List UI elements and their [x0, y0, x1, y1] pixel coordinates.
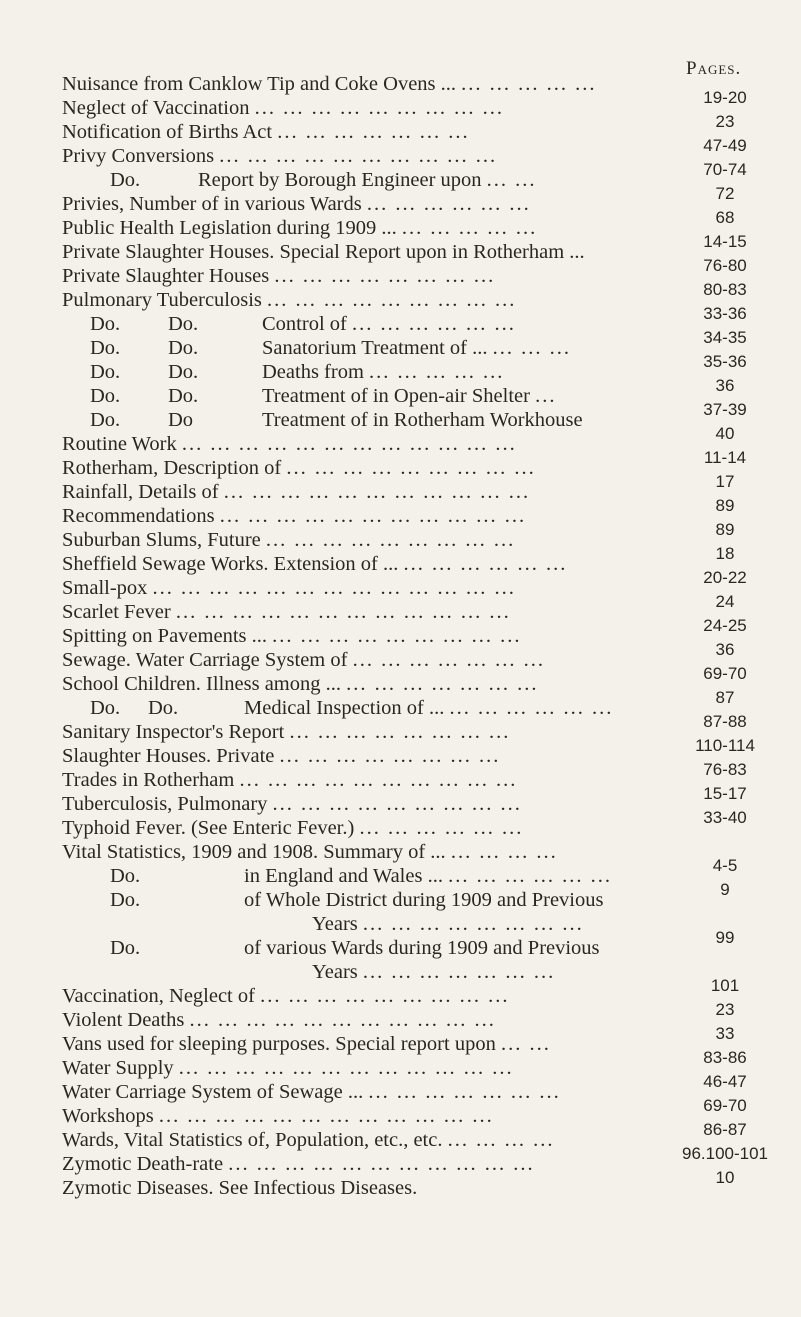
page-reference: 76-80 [703, 256, 747, 275]
page-reference: 9 [720, 880, 730, 899]
entry-text: Typhoid Fever. (See Enteric Fever.) [62, 817, 355, 839]
index-entry [0, 888, 801, 912]
dot-leader: ... [535, 385, 557, 407]
entry-text: Rainfall, Details of [62, 481, 219, 503]
dot-leader: ... ... ... ... ... ... ... ... [362, 913, 584, 935]
page-reference: 89 [715, 496, 735, 515]
pages-column-header: Pages. [686, 58, 742, 79]
entry-text: Suburban Slums, Future [62, 529, 261, 551]
entry-title [62, 1080, 561, 1104]
entry-text: Public Health Legislation during 1909 ... [62, 217, 397, 239]
ditto-mark: Do. [168, 313, 199, 335]
entry-text: Water Supply [62, 1057, 174, 1079]
page-reference: 18 [715, 544, 735, 563]
entry-text: Treatment of in Open-air Shelter [262, 385, 530, 407]
ditto-mark: Do. [90, 697, 121, 719]
entry-title [62, 216, 537, 240]
page-reference: 36 [715, 640, 735, 659]
entry-text: Workshops [62, 1105, 154, 1127]
page-reference: 23 [715, 112, 735, 131]
entry-text: Scarlet Fever [62, 601, 171, 623]
ditto-mark: Do. [90, 313, 121, 335]
page-reference: 46-47 [703, 1072, 747, 1091]
dot-leader: ... ... ... ... ... ... ... [368, 1081, 561, 1103]
ditto-mark: Do. [90, 361, 121, 383]
dot-leader: ... ... ... ... ... ... [403, 553, 568, 575]
entry-title [62, 192, 531, 216]
page-reference: 69-70 [703, 1096, 747, 1115]
entry-title [62, 816, 523, 840]
page-reference: 68 [715, 208, 735, 227]
dot-leader: ... ... ... ... ... ... ... ... ... [272, 625, 522, 647]
ditto-mark: Do. [90, 385, 121, 407]
entry-title [262, 360, 504, 384]
dot-leader: ... ... ... ... ... ... ... ... ... ... ... [223, 481, 531, 503]
dot-leader: ... ... ... ... ... ... ... ... ... ... ... ... [158, 1105, 494, 1127]
entry-title [62, 984, 509, 1008]
page-reference: 4-5 [712, 856, 738, 875]
entry-title [62, 456, 536, 480]
dot-leader: ... ... ... ... ... ... ... ... ... ... ... ... [175, 601, 511, 623]
entry-title [62, 1104, 494, 1128]
page-reference: 89 [715, 520, 735, 539]
dot-leader: ... ... ... ... ... ... ... ... ... [272, 793, 522, 815]
entry-text: Zymotic Death-rate [62, 1153, 224, 1175]
dot-leader: ... ... ... ... ... ... ... ... [274, 265, 496, 287]
entry-title [62, 576, 516, 600]
entry-text: Water Carriage System of Sewage ... [62, 1081, 364, 1103]
entry-text: Deaths from [262, 361, 364, 383]
entry-title [262, 312, 516, 336]
entry-title [62, 648, 545, 672]
ditto-mark: Do. [168, 337, 199, 359]
page-reference: 19-20 [703, 88, 747, 107]
entry-title [312, 960, 555, 984]
entry-title [62, 504, 526, 528]
entry-title [62, 1032, 551, 1056]
entry-text: Pulmonary Tuberculosis [62, 289, 262, 311]
ditto-mark: Do. [168, 361, 199, 383]
page-reference: 72 [715, 184, 735, 203]
dot-leader: ... ... ... ... ... ... ... ... ... [267, 289, 517, 311]
dot-leader: ... ... ... ... ... ... ... ... ... [254, 97, 504, 119]
page-reference: 83-86 [703, 1048, 747, 1067]
entry-text: Nuisance from Canklow Tip and Coke Ovens ... [62, 73, 457, 95]
entry-title [62, 72, 597, 96]
entry-title [244, 864, 612, 888]
entry-text: Years [312, 961, 358, 983]
entry-text: Slaughter Houses. Private [62, 745, 275, 767]
entry-title [62, 480, 530, 504]
page-reference: 37-39 [703, 400, 747, 419]
page-reference: 11-14 [703, 448, 747, 467]
entry-text: Vans used for sleeping purposes. Special report upon [62, 1033, 496, 1055]
entry-text: Vital Statistics, 1909 and 1908. Summary of ... [62, 841, 446, 863]
entry-title [198, 168, 537, 192]
dot-leader: ... ... ... ... ... ... [366, 193, 531, 215]
dot-leader: ... ... ... ... ... ... ... ... ... [260, 985, 510, 1007]
entry-title [262, 384, 556, 408]
page-reference: 99 [715, 928, 735, 947]
entry-title [312, 912, 584, 936]
entry-title [262, 408, 583, 432]
entry-text: Trades in Rotherham [62, 769, 235, 791]
entry-text: Routine Work [62, 433, 177, 455]
page-reference: 87 [715, 688, 735, 707]
entry-title [62, 144, 497, 168]
ditto-mark: Do. [110, 865, 141, 887]
entry-text: Report by Borough Engineer upon [198, 169, 482, 191]
entry-text: Violent Deaths [62, 1009, 185, 1031]
entry-text: Years [312, 913, 358, 935]
dot-leader: ... ... ... ... ... ... ... [352, 649, 545, 671]
index-entry [0, 936, 801, 960]
entry-text: Wards, Vital Statistics of, Population, etc., etc. [62, 1129, 443, 1151]
dot-leader: ... ... ... ... ... [461, 73, 597, 95]
page-reference: 40 [715, 424, 735, 443]
dot-leader: ... ... ... ... ... ... ... ... ... ... ... ... [181, 433, 517, 455]
page-reference: 80-83 [703, 280, 747, 299]
page-reference: 87-88 [703, 712, 747, 731]
entry-text: Notification of Births Act [62, 121, 273, 143]
ditto-mark: Do. [148, 697, 179, 719]
page-reference: 20-22 [703, 568, 747, 587]
dot-leader: ... ... ... [492, 337, 571, 359]
page-reference: 15-17 [703, 784, 747, 803]
entry-text: Small-pox [62, 577, 148, 599]
page-reference: 110-114 [695, 736, 755, 755]
dot-leader: ... ... ... ... ... ... ... ... ... ... [219, 145, 498, 167]
entry-title [62, 792, 522, 816]
page-reference: 24 [715, 592, 735, 611]
entry-text: of Whole District during 1909 and Previous [244, 889, 604, 911]
ditto-mark: Do. [110, 937, 141, 959]
entry-title [62, 600, 511, 624]
page-reference: 70-74 [703, 160, 747, 179]
entry-title [62, 840, 558, 864]
entry-text: Spitting on Pavements ... [62, 625, 267, 647]
ditto-mark: Do. [110, 889, 141, 911]
page-reference: 69-70 [703, 664, 747, 683]
entry-title [62, 1128, 554, 1152]
dot-leader: ... ... ... ... ... ... ... ... ... [265, 529, 516, 551]
entry-title [62, 528, 515, 552]
entry-title [62, 1008, 496, 1032]
entry-title [62, 96, 504, 120]
dot-leader: ... ... ... ... ... ... [359, 817, 524, 839]
page-reference: 36 [715, 376, 735, 395]
entry-title [262, 336, 571, 360]
entry-text: Sewage. Water Carriage System of [62, 649, 348, 671]
dot-leader: ... ... ... ... ... ... ... ... ... ... ... [228, 1153, 535, 1175]
page-reference: 33-40 [703, 808, 747, 827]
page-reference: 101 [710, 976, 740, 995]
ditto-mark: Do. [168, 385, 199, 407]
entry-text: Treatment of in Rotherham Workhouse [262, 409, 583, 431]
dot-leader: ... ... ... ... ... ... ... ... ... ... ... [219, 505, 527, 527]
dot-leader: ... ... ... ... ... ... ... ... [279, 745, 501, 767]
dot-leader: ... ... ... ... ... ... [448, 865, 612, 887]
page-reference: 76-83 [703, 760, 747, 779]
dot-leader: ... ... ... ... ... ... ... ... ... ... ... ... ... [152, 577, 516, 599]
entry-text: Neglect of Vaccination [62, 97, 250, 119]
entry-text: Sheffield Sewage Works. Extension of ... [62, 553, 399, 575]
entry-text: Vaccination, Neglect of [62, 985, 255, 1007]
dot-leader: ... ... ... ... ... ... ... ... ... ... [239, 769, 518, 791]
ditto-mark: Do. [90, 409, 121, 431]
ditto-mark: Do [168, 409, 194, 431]
page-reference: 23 [715, 1000, 735, 1019]
page-reference: 10 [715, 1168, 735, 1187]
page-reference: 33 [715, 1024, 735, 1043]
entry-title [62, 744, 500, 768]
entry-title [62, 1152, 535, 1176]
dot-leader: ... ... ... ... ... ... ... [362, 961, 556, 983]
entry-title [62, 672, 539, 696]
dot-leader: ... ... ... ... ... ... ... ... [289, 721, 511, 743]
page-reference: 86-87 [703, 1120, 747, 1139]
dot-leader: ... ... [486, 169, 537, 191]
page-reference: 34-35 [703, 328, 747, 347]
entry-title [62, 1176, 417, 1200]
entry-title [244, 696, 613, 720]
dot-leader: ... ... ... ... ... ... [449, 697, 614, 719]
entry-text: Sanitary Inspector's Report [62, 721, 285, 743]
dot-leader: ... ... ... ... ... ... ... ... ... [286, 457, 536, 479]
ditto-mark: Do. [110, 169, 141, 191]
dot-leader: ... ... ... ... ... ... ... ... ... ... ... ... [178, 1057, 514, 1079]
entry-text: in England and Wales ... [244, 865, 443, 887]
index-entry [0, 816, 801, 840]
entry-text: Zymotic Diseases. See Infectious Diseases. [62, 1177, 418, 1199]
entry-title [62, 288, 516, 312]
entry-text: Control of [262, 313, 347, 335]
entry-text: Private Slaughter Houses [62, 265, 270, 287]
dot-leader: ... ... ... ... [450, 841, 558, 863]
page-reference: 14-15 [703, 232, 747, 251]
entry-title [62, 240, 585, 264]
ditto-mark: Do. [90, 337, 121, 359]
entry-text: Privies, Number of in various Wards [62, 193, 362, 215]
page-reference: 47-49 [703, 136, 747, 155]
entry-title [62, 264, 495, 288]
page-reference: 96.100-101 [681, 1144, 769, 1163]
entry-title [244, 936, 600, 960]
page-reference: 35-36 [703, 352, 747, 371]
dot-leader: ... ... ... ... ... ... ... ... ... ... ... [189, 1009, 496, 1031]
dot-leader: ... ... ... ... ... ... ... [277, 121, 470, 143]
page-reference: 33-36 [703, 304, 747, 323]
dot-leader: ... ... ... ... [447, 1129, 555, 1151]
entry-title [62, 768, 517, 792]
dot-leader: ... ... ... ... ... ... [351, 313, 516, 335]
entry-title [62, 120, 470, 144]
entry-title [62, 432, 517, 456]
entry-text: Recommendations [62, 505, 215, 527]
page-reference: 24-25 [703, 616, 747, 635]
entry-title [62, 720, 510, 744]
entry-text: Privy Conversions [62, 145, 215, 167]
page-reference: 17 [715, 472, 735, 491]
entry-text: of various Wards during 1909 and Previous [244, 937, 600, 959]
entry-title [62, 552, 567, 576]
entry-text: Sanatorium Treatment of ... [262, 337, 488, 359]
entry-title [62, 624, 522, 648]
entry-title [62, 1056, 514, 1080]
dot-leader: ... ... [500, 1033, 551, 1055]
entry-title [244, 888, 603, 912]
entry-text: Rotherham, Description of [62, 457, 282, 479]
index-entry [0, 1176, 801, 1200]
dot-leader: ... ... ... ... ... [401, 217, 538, 239]
dot-leader: ... ... ... ... ... [369, 361, 505, 383]
entry-text: School Children. Illness among ... [62, 673, 342, 695]
entry-text: Tuberculosis, Pulmonary [62, 793, 268, 815]
entry-text: Medical Inspection of ... [244, 697, 445, 719]
dot-leader: ... ... ... ... ... ... ... [346, 673, 539, 695]
entry-text: Private Slaughter Houses. Special Report upon in Rotherham ... [62, 241, 585, 263]
